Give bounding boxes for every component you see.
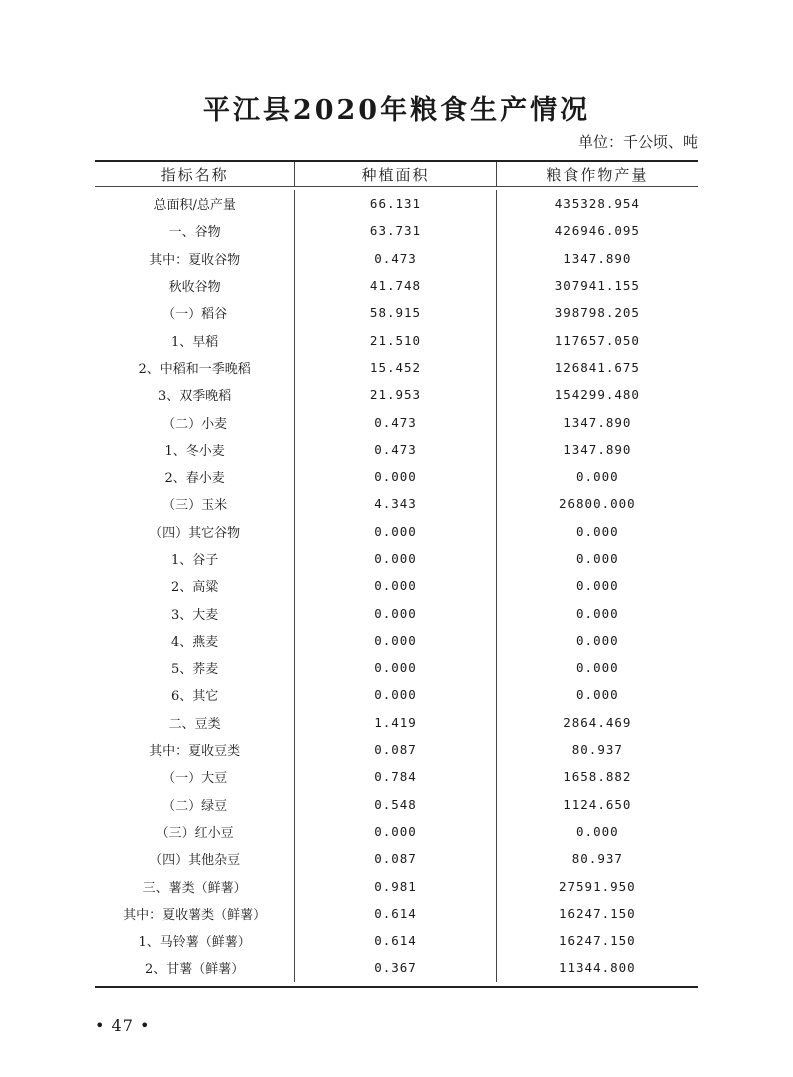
cell-grain-output: 1347.890 [496, 245, 698, 272]
table-body [95, 187, 698, 986]
cell-indicator-name: 4、燕麦 [171, 634, 219, 650]
cell-indicator-name: 1、谷子 [171, 553, 219, 568]
page-number: • 47 • [95, 1016, 151, 1035]
cell-planting-area: 0.000 [294, 463, 495, 490]
table-header [95, 162, 698, 187]
table-row [95, 572, 698, 599]
header-indicator-name: 指标名称 [160, 165, 229, 184]
cell-grain-output: 154299.480 [496, 381, 698, 408]
cell-indicator-name: 3、大麦 [171, 607, 219, 623]
cell-planting-area: 0.473 [294, 408, 495, 435]
table-row [95, 518, 698, 545]
table-row [95, 845, 698, 872]
cell-indicator-name: 2、甘薯（鲜薯） [145, 962, 245, 978]
cell-grain-output: 16247.150 [496, 927, 698, 954]
cell-indicator-name: 1、早稻 [171, 334, 219, 350]
cell-planting-area: 66.131 [294, 190, 495, 217]
cell-planting-area: 0.981 [294, 872, 495, 899]
cell-grain-output: 117657.050 [496, 326, 698, 353]
table-row [95, 627, 698, 654]
cell-planting-area: 0.087 [294, 736, 495, 763]
table-row [95, 190, 698, 217]
table-row [95, 299, 698, 326]
cell-planting-area: 0.614 [294, 927, 495, 954]
table-row [95, 545, 698, 572]
grain-production-table [95, 160, 698, 988]
cell-grain-output: 26800.000 [496, 490, 698, 517]
cell-indicator-name: （二）绿豆 [162, 798, 228, 814]
cell-grain-output: 16247.150 [496, 900, 698, 927]
cell-indicator-name: 1、冬小麦 [164, 443, 225, 459]
table-row [95, 463, 698, 490]
table-row [95, 681, 698, 708]
table-row [95, 736, 698, 763]
cell-planting-area: 0.000 [294, 572, 495, 599]
cell-indicator-name: 2、春小麦 [164, 471, 225, 487]
cell-indicator-name: （三）红小豆 [155, 825, 234, 841]
table-row [95, 354, 698, 381]
cell-grain-output: 0.000 [496, 681, 698, 708]
cell-planting-area: 0.473 [294, 436, 495, 463]
page-title: 平江县2020年粮食生产情况 [202, 95, 591, 126]
cell-planting-area: 41.748 [294, 272, 495, 299]
table-row [95, 217, 698, 244]
cell-planting-area: 0.000 [294, 654, 495, 681]
cell-grain-output: 0.000 [496, 818, 698, 845]
cell-planting-area: 21.953 [294, 381, 495, 408]
cell-grain-output: 2864.469 [496, 709, 698, 736]
cell-planting-area: 0.000 [294, 545, 495, 572]
cell-grain-output: 1658.882 [496, 763, 698, 790]
cell-planting-area: 63.731 [294, 217, 495, 244]
cell-indicator-name: （一）大豆 [162, 771, 228, 787]
cell-planting-area: 0.000 [294, 818, 495, 845]
table-row [95, 490, 698, 517]
cell-grain-output: 0.000 [496, 545, 698, 572]
cell-planting-area: 0.473 [294, 245, 495, 272]
cell-grain-output: 11344.800 [496, 954, 698, 981]
table-row [95, 791, 698, 818]
cell-planting-area: 58.915 [294, 299, 495, 326]
table-row [95, 381, 698, 408]
cell-grain-output: 0.000 [496, 627, 698, 654]
table-row [95, 272, 698, 299]
cell-indicator-name: 5、荞麦 [171, 662, 219, 678]
cell-grain-output: 1124.650 [496, 791, 698, 818]
table-row [95, 763, 698, 790]
header-grain-output: 粮食作物产量 [496, 162, 698, 186]
table-row [95, 654, 698, 681]
cell-planting-area: 0.000 [294, 599, 495, 626]
table-row [95, 927, 698, 954]
cell-indicator-name: （三）玉米 [162, 498, 228, 514]
cell-grain-output: 426946.095 [496, 217, 698, 244]
cell-indicator-name: 2、高粱 [171, 580, 219, 596]
cell-indicator-name: 二、豆类 [168, 716, 221, 732]
cell-indicator-name: （四）其他杂豆 [149, 853, 241, 869]
cell-indicator-name: （一）稻谷 [162, 307, 228, 323]
cell-planting-area: 0.000 [294, 681, 495, 708]
cell-indicator-name: 6、其它 [171, 689, 219, 705]
cell-indicator-name: 3、双季晚稻 [158, 389, 232, 405]
table-row [95, 436, 698, 463]
header-planting-area: 种植面积 [294, 162, 495, 186]
cell-grain-output: 1347.890 [496, 436, 698, 463]
cell-indicator-name: 秋收谷物 [168, 280, 221, 296]
cell-planting-area: 0.000 [294, 627, 495, 654]
table-row [95, 954, 698, 981]
cell-indicator-name: （四）其它谷物 [149, 525, 241, 541]
cell-planting-area: 1.419 [294, 709, 495, 736]
cell-grain-output: 80.937 [496, 845, 698, 872]
cell-planting-area: 0.614 [294, 900, 495, 927]
cell-planting-area: 15.452 [294, 354, 495, 381]
table-row [95, 245, 698, 272]
table-row [95, 408, 698, 435]
cell-indicator-name: 三、薯类（鲜薯） [142, 880, 247, 896]
cell-indicator-name: 一、谷物 [168, 225, 221, 241]
cell-planting-area: 4.343 [294, 490, 495, 517]
cell-grain-output: 307941.155 [496, 272, 698, 299]
cell-indicator-name: 1、马铃薯（鲜薯） [138, 935, 251, 951]
cell-indicator-name: 其中：夏收薯类（鲜薯） [123, 907, 267, 923]
cell-grain-output: 0.000 [496, 518, 698, 545]
cell-planting-area: 0.000 [294, 518, 495, 545]
table-row [95, 872, 698, 899]
cell-grain-output: 0.000 [496, 654, 698, 681]
cell-indicator-name: 其中：夏收谷物 [149, 252, 241, 268]
cell-grain-output: 1347.890 [496, 408, 698, 435]
cell-grain-output: 0.000 [496, 599, 698, 626]
table-row [95, 900, 698, 927]
cell-planting-area: 0.367 [294, 954, 495, 981]
cell-grain-output: 80.937 [496, 736, 698, 763]
table-row [95, 326, 698, 353]
cell-indicator-name: 其中：夏收豆类 [149, 744, 241, 760]
cell-planting-area: 0.548 [294, 791, 495, 818]
cell-grain-output: 0.000 [496, 463, 698, 490]
cell-indicator-name: 总面积/总产量 [153, 198, 236, 214]
cell-grain-output: 126841.675 [496, 354, 698, 381]
cell-planting-area: 21.510 [294, 326, 495, 353]
cell-indicator-name: 2、中稻和一季晚稻 [138, 361, 251, 377]
cell-indicator-name: （二）小麦 [162, 416, 228, 432]
cell-grain-output: 398798.205 [496, 299, 698, 326]
table-row [95, 599, 698, 626]
cell-planting-area: 0.784 [294, 763, 495, 790]
cell-grain-output: 27591.950 [496, 872, 698, 899]
table-row [95, 818, 698, 845]
cell-grain-output: 435328.954 [496, 190, 698, 217]
table-row [95, 709, 698, 736]
unit-label: 单位：千公顷、吨 [577, 133, 698, 151]
cell-grain-output: 0.000 [496, 572, 698, 599]
cell-planting-area: 0.087 [294, 845, 495, 872]
